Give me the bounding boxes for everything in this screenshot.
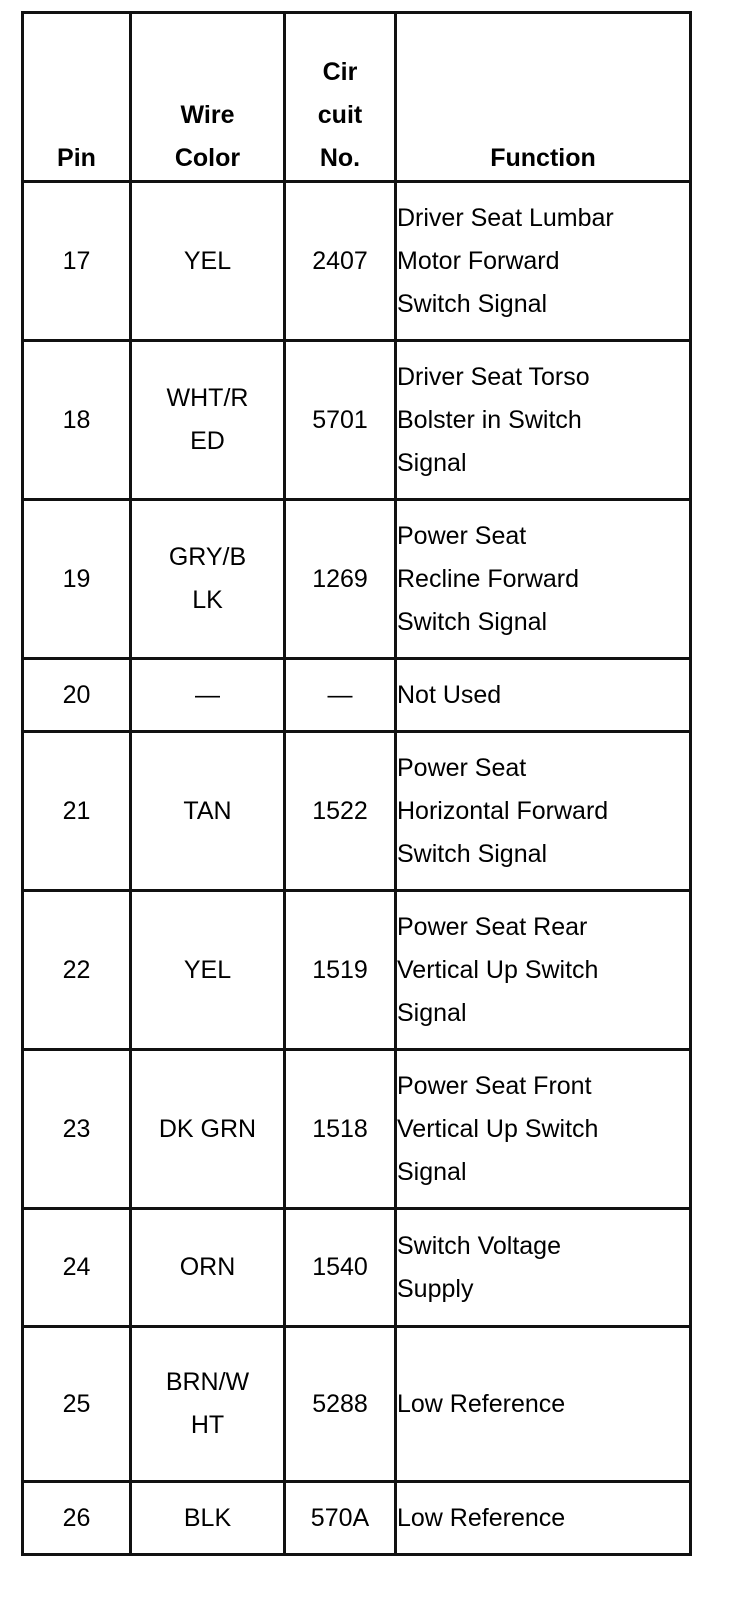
function-line: Driver Seat Torso [397, 362, 590, 391]
function-cell [396, 182, 691, 341]
circuit-value: 5701 [312, 405, 368, 434]
function-line: Not Used [397, 680, 502, 709]
header-function-line: Function [490, 144, 596, 172]
circuit-cell [285, 182, 396, 341]
pin-cell [23, 1050, 131, 1209]
header-pin-line: Pin [57, 144, 96, 172]
function-line: Low Reference [397, 1389, 566, 1418]
circuit-cell [285, 1482, 396, 1555]
pin-value: 17 [62, 246, 91, 275]
table-row [23, 891, 691, 1050]
function-line: Supply [397, 1274, 474, 1303]
wire-color-cell [131, 182, 285, 341]
pin-cell [23, 500, 131, 659]
wire-color-cell [131, 891, 285, 1050]
pin-cell [23, 1482, 131, 1555]
wire-color-line: LK [192, 586, 223, 614]
function-line: Switch Signal [397, 839, 548, 868]
pin-cell [23, 732, 131, 891]
wire-color-cell [131, 659, 285, 732]
function-cell [396, 341, 691, 500]
circuit-value: 2407 [312, 246, 368, 275]
function-cell [396, 659, 691, 732]
function-line: Horizontal Forward [397, 796, 609, 825]
pin-value: 23 [62, 1114, 91, 1143]
function-line: Low Reference [397, 1503, 566, 1532]
wire-color-cell [131, 1327, 285, 1482]
header-wire-color [131, 13, 285, 182]
wire-color-line: YEL [183, 955, 232, 984]
circuit-value: 1522 [312, 796, 368, 825]
circuit-cell [285, 891, 396, 1050]
pin-value: 26 [62, 1503, 91, 1532]
header-circuit-no [285, 13, 396, 182]
pin-cell [23, 182, 131, 341]
function-line: Vertical Up Switch [397, 1114, 599, 1143]
function-line: Signal [397, 448, 467, 477]
pin-value: 25 [62, 1389, 91, 1418]
function-line: Motor Forward [397, 246, 560, 275]
pin-value: 18 [62, 405, 91, 434]
function-line: Switch Signal [397, 607, 548, 636]
table-row [23, 732, 691, 891]
function-cell [396, 732, 691, 891]
wire-color-line: WHT/R [166, 384, 249, 412]
circuit-cell [285, 341, 396, 500]
wire-color-line: TAN [183, 796, 232, 825]
function-line: Switch Signal [397, 289, 548, 318]
circuit-value: 1540 [312, 1253, 368, 1281]
circuit-value: 1518 [312, 1114, 368, 1143]
table-row [23, 1482, 691, 1555]
wire-color-line: GRY/B [168, 543, 247, 571]
header-wire-line: Color [174, 144, 241, 172]
pin-value: 22 [62, 955, 91, 984]
wire-color-cell [131, 500, 285, 659]
wire-color-line: BRN/W [165, 1368, 250, 1396]
pin-cell [23, 341, 131, 500]
circuit-cell [285, 1050, 396, 1209]
wire-color-cell [131, 341, 285, 500]
circuit-value: — [327, 680, 353, 709]
function-line: Bolster in Switch [397, 405, 582, 434]
header-circuit-line: cuit [317, 101, 363, 129]
circuit-value: 1519 [312, 955, 368, 984]
pin-cell [23, 659, 131, 732]
pin-table [21, 11, 692, 1556]
function-cell [396, 1209, 691, 1327]
function-cell [396, 891, 691, 1050]
table-row [23, 341, 691, 500]
function-line: Signal [397, 998, 467, 1027]
wire-color-line: DK GRN [158, 1114, 257, 1143]
header-function [396, 13, 691, 182]
function-line: Power Seat Front [397, 1071, 592, 1100]
header-row [23, 13, 691, 182]
wire-color-line: BLK [183, 1503, 232, 1532]
wire-color-line: — [195, 680, 220, 709]
function-cell [396, 500, 691, 659]
function-line: Power Seat Rear [397, 912, 588, 941]
wire-color-line: YEL [183, 246, 232, 275]
pin-cell [23, 1327, 131, 1482]
wire-color-line: ORN [179, 1253, 236, 1281]
circuit-cell [285, 659, 396, 732]
circuit-cell [285, 500, 396, 659]
function-line: Driver Seat Lumbar [397, 203, 614, 232]
circuit-value: 5288 [312, 1389, 368, 1418]
function-line: Power Seat [397, 753, 527, 782]
table-row [23, 659, 691, 732]
function-line: Vertical Up Switch [397, 955, 599, 984]
table-row [23, 1050, 691, 1209]
pin-cell [23, 891, 131, 1050]
table-row [23, 1327, 691, 1482]
wire-color-line: HT [190, 1411, 225, 1439]
wire-color-cell [131, 732, 285, 891]
pin-value: 21 [62, 796, 91, 825]
header-circuit-line: No. [319, 144, 361, 172]
table-row [23, 1209, 691, 1327]
circuit-value: 1269 [312, 564, 368, 593]
table-row [23, 182, 691, 341]
wire-color-cell [131, 1209, 285, 1327]
function-line: Power Seat [397, 521, 527, 550]
wire-color-cell [131, 1050, 285, 1209]
circuit-cell [285, 1327, 396, 1482]
wire-color-line: ED [190, 427, 225, 455]
function-line: Signal [397, 1157, 467, 1186]
pin-cell [23, 1209, 131, 1327]
wire-color-cell [131, 1482, 285, 1555]
pin-value: 19 [62, 564, 91, 593]
circuit-value: 570A [310, 1503, 370, 1532]
circuit-cell [285, 1209, 396, 1327]
function-line: Switch Voltage [397, 1231, 561, 1260]
pin-value: 24 [62, 1253, 91, 1281]
function-cell [396, 1327, 691, 1482]
pin-value: 20 [62, 680, 91, 709]
header-pin [23, 13, 131, 182]
function-line: Recline Forward [397, 564, 580, 593]
circuit-cell [285, 732, 396, 891]
header-circuit-line: Cir [322, 58, 358, 86]
function-cell [396, 1050, 691, 1209]
table-row [23, 500, 691, 659]
function-cell [396, 1482, 691, 1555]
header-wire-line: Wire [180, 101, 235, 129]
